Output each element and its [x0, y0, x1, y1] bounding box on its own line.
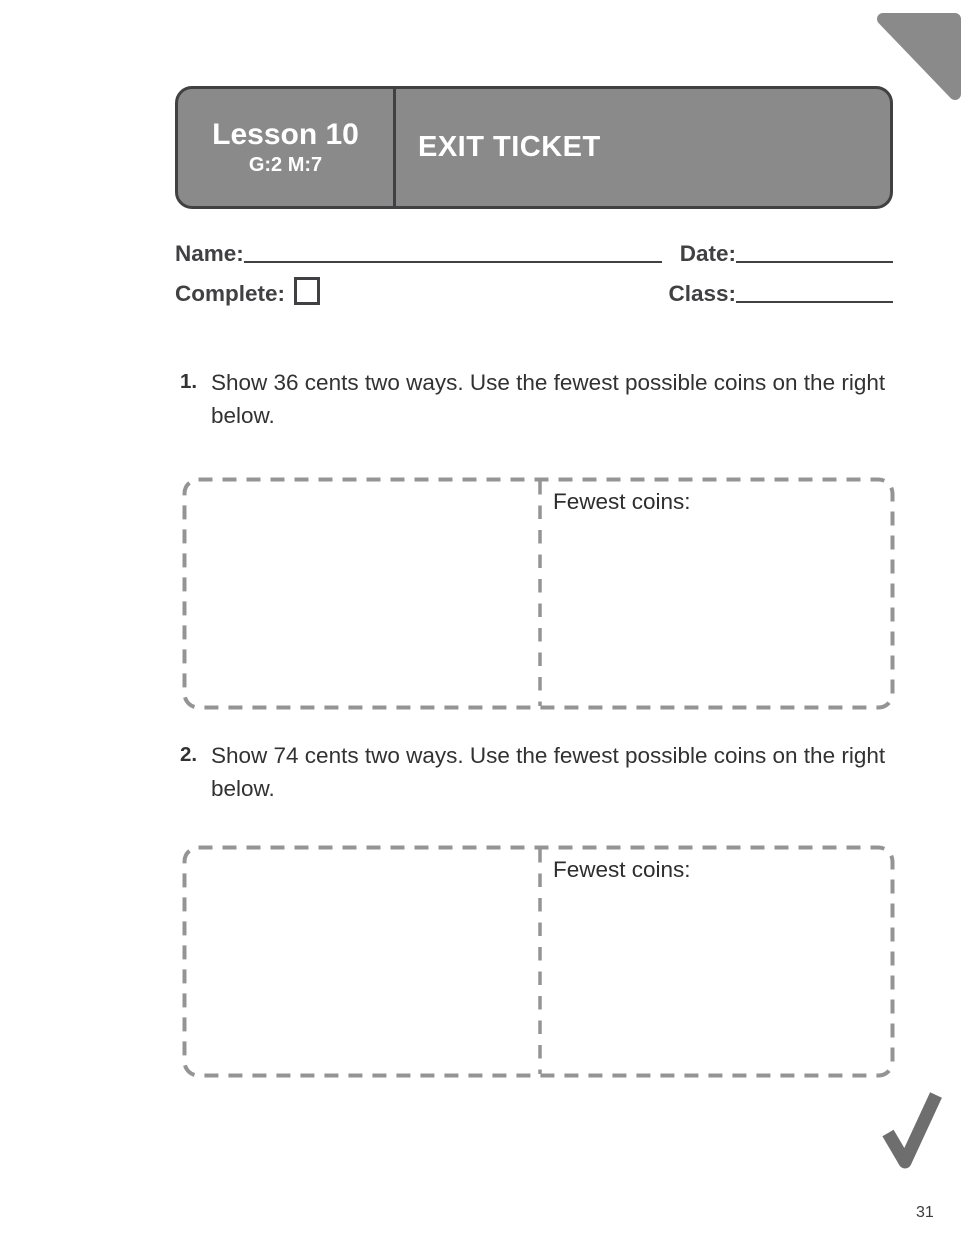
lesson-grade-module: G:2 M:7 — [248, 153, 323, 176]
name-label: Name: — [175, 240, 244, 266]
page-number: 31 — [916, 1204, 934, 1221]
complete-checkbox[interactable] — [294, 277, 320, 305]
date-field-line — [736, 261, 893, 263]
name-date-row — [175, 237, 893, 265]
dashed-box-icon — [182, 477, 895, 710]
answer-box-1 — [182, 477, 895, 710]
lesson-header-right — [396, 89, 890, 206]
date-label: Date: — [679, 240, 736, 266]
class-field-line — [736, 301, 893, 303]
question-1 — [180, 366, 895, 432]
lesson-header-left — [178, 89, 396, 206]
page-title: EXIT TICKET — [418, 131, 601, 163]
dashed-box-icon — [182, 845, 895, 1078]
class-label: Class: — [668, 280, 736, 306]
fewest-coins-label-1: Fewest coins: — [553, 489, 691, 514]
question-2 — [180, 739, 895, 805]
question-2-number: 2. — [180, 743, 198, 766]
lesson-header — [175, 86, 893, 209]
name-field-line — [244, 261, 662, 263]
answer-box-2 — [182, 845, 895, 1078]
checkmark-icon — [878, 1086, 942, 1172]
question-1-number: 1. — [180, 370, 198, 393]
complete-class-row — [175, 277, 893, 305]
complete-label: Complete: — [175, 280, 286, 306]
lesson-title: Lesson 10 — [212, 118, 359, 152]
student-info-section — [175, 237, 893, 305]
question-1-text: Show 36 cents two ways. Use the fewest possible coins on the right below. — [211, 370, 886, 428]
question-2-text: Show 74 cents two ways. Use the fewest possible coins on the right below. — [211, 743, 886, 801]
fewest-coins-label-2: Fewest coins: — [553, 857, 691, 882]
